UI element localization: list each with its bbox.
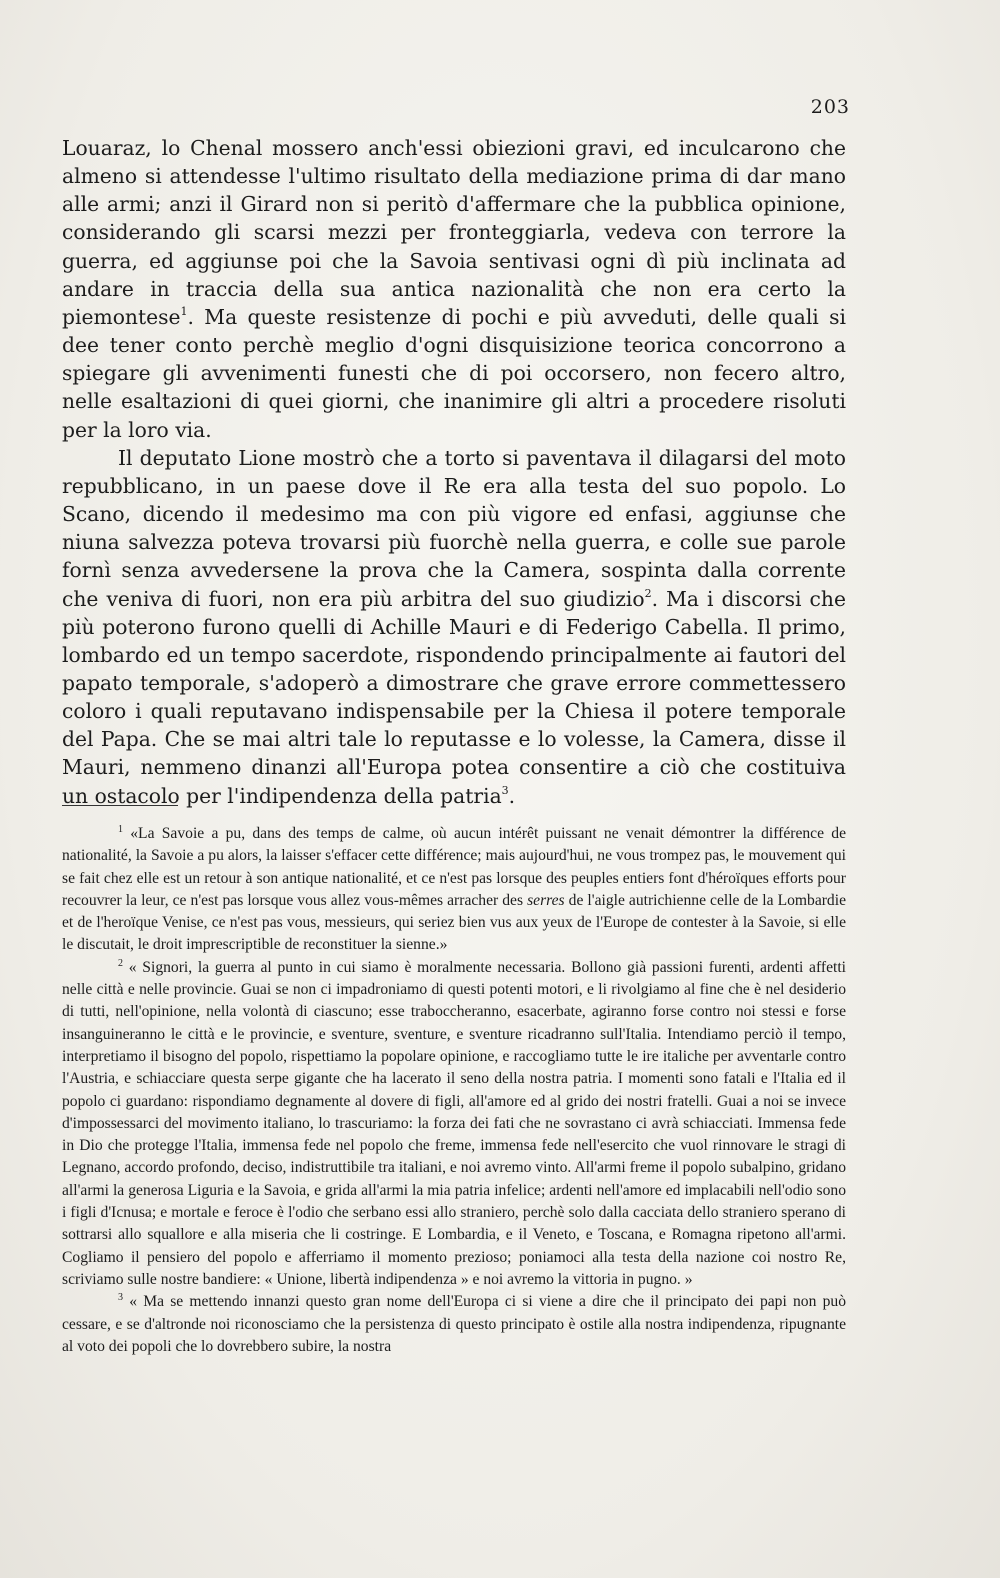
text-run: .	[508, 783, 516, 808]
footnote	[62, 823, 846, 957]
footnote-marker: 1	[118, 824, 123, 835]
main-text	[62, 134, 846, 810]
footnote-marker: 2	[118, 957, 123, 969]
footnote-ref[interactable]: 2	[644, 586, 652, 600]
footnote-text: « Signori, la guerra al punto in cui siamo è moralmente necessaria. Bollono già passioni furenti, ardenti affetti nelle città e nelle provincie. Guai se non ci impadroniamo di questi potenti motori, e li rivolgiamo al fine che è nel desiderio di tutti, nell'opinione, nella volontà di ciascuno; esse traboccheranno, esacerbate, agiranno forse contro noi stessi e forse insanguineranno le città e le provincie, e sventure, sventure, e sventure ricadranno sull'Italia. Intendiamo perciò il tempo, interpretiamo il bisogno del popolo, rispettiamo la popolare opinione, e raccogliamo tutte le ire italiche per avventarle contro l'Austria, e schiacciare questa serpe gigante che ha lacerato il seno della nostra patria. I momenti sono fatali e l'Italia ed il popolo ci guardano: rispondiamo degnamente al dovere di figli, all'amore ed al grido dei nostri fratelli. Guai a noi se invece d'impossessarci del movimento italiano, lo trascuriamo: la forza dei fati che ne sovrastano ci avrà schiacciati. Immensa fede in Dio che protegge l'Italia, immensa fede nel popolo che freme, immensa fede nell'esercito che vuol rinnovare le stragi di Legnano, accordo profondo, deciso, indistruttibile tra italiani, e noi avremo vinto. All'armi freme il popolo subalpino, gridano all'armi la generosa Liguria e la Savoia, e grida all'armi la mia patria infelice; ardenti nell'amore ed implacabili nell'odio sono i figli d'Icnusa; e mortale e feroce è l'odio che serbano essi allo straniero, perchè solo dalla cacciata dello straniero sperano di sottrarsi allo squallore e alla miseria che li costringe. E Lombardia, e il Veneto, e Toscana, e Romagna ripetono all'armi. Cogliamo il pensiero del popolo e afferriamo il momento prezioso; poniamoci alla testa della nazione coi nostro Re, scriviamo sulle nostre bandiere: « Unione, libertà indipendenza » e noi avremo la vittoria in pugno. »	[62, 958, 846, 1288]
footnote	[62, 1291, 846, 1358]
footnote-marker: 3	[118, 1292, 123, 1304]
paragraph	[62, 444, 846, 810]
text-run: Il deputato Lione mostrò che a torto si paventava il dilagarsi del moto repubblicano, in un paese dove il Re era alla testa del suo popolo. Lo Scano, dicendo il medesimo ma con più vigore ed enfasi, aggiunse che niuna salvezza poteva trovarsi più fuorchè nella guerra, e colle sue parole fornì senza avvedersene la prova che la Camera, sospinta dalla corrente che veniva di fuori, non era più arbitra del suo giudizio	[62, 445, 846, 611]
footnote-text: de l'aigle autrichienne celle de la Lombardie et de l'heroïque Venise, ce n'est pas vous, messieurs, qui seriez bien vus aux yeux de l'Europe de contester à la Savoie, si elle le discutait, le droit imprescriptible de reconstituer la sienne.»	[62, 891, 846, 954]
paragraph	[62, 134, 846, 444]
footnote-italic: serres	[527, 891, 565, 909]
page-number: 203	[810, 96, 850, 118]
footnote-text: « Ma se mettendo innanzi questo gran nome dell'Europa ci si viene a dire che il principato dei papi non può cessare, e se d'altronde noi riconosciamo che la persistenza di questo principato è ostile alla nostra indipendenza, ripugnante al voto dei popoli che lo dovrebbero subire, la nostra	[62, 1293, 846, 1355]
footnote-ref[interactable]: 3	[501, 783, 509, 797]
text-run: Louaraz, lo Chenal mossero anch'essi obiezioni gravi, ed inculcarono che almeno si attendesse l'ultimo risultato della mediazione prima di dar mano alle armi; anzi il Girard non si peritò d'affermare che la pubblica opinione, considerando gli scarsi mezzi per fronteggiarla, vedeva con terrore la guerra, ed aggiunse poi che la Savoia sentivasi ogni dì più inclinata ad andare in traccia della sua antica nazionalità che non era certo la piemontese	[62, 136, 846, 329]
footnote-text: «La Savoie a pu, dans des temps de calme, où aucun intérêt puissant ne venait démontrer la différence de nationalité, la Savoie a pu alors, la laisser s'effacer cette différence; mais aujourd'hui, ne vous trompez pas, le mouvement qui se fait chez elle est un retour à son antique nationalité, et ce n'est pas lorsque des peuples entiers font d'héroïques efforts pour recouvrer la leur, ce n'est pas lorsque vous allez vous-mêmes arracher des	[62, 825, 846, 909]
text-run: . Ma queste resistenze di pochi e più avveduti, delle quali si dee tener conto perchè meglio d'ogni disquisizione teorica concorrono a spiegare gli avvenimenti funesti che di poi occorsero, non fecero altro, nelle esaltazioni di quei giorni, che inanimire gli altri a procedere risoluti per la loro via.	[62, 304, 846, 442]
text-run: . Ma i discorsi che più poterono furono quelli di Achille Mauri e di Federigo Cabella. Il primo, lombardo ed un tempo sacerdote, rispondendo principalmente ai fautori del papato temporale, s'adoperò a dimostrare che grave errore commettessero coloro i quali reputavano indispensabile per la Chiesa il potere temporale del Papa. Che se mai altri tale lo reputasse e lo volesse, la Camera, disse il Mauri, nemmeno dinanzi all'Europa potea consentire a ciò che costituiva un ostacolo per l'indipendenza della patria	[62, 586, 846, 808]
footnotes	[62, 823, 846, 1358]
footnote	[62, 957, 846, 1291]
footnote-separator	[62, 805, 178, 806]
footnote-ref[interactable]: 1	[180, 304, 188, 318]
